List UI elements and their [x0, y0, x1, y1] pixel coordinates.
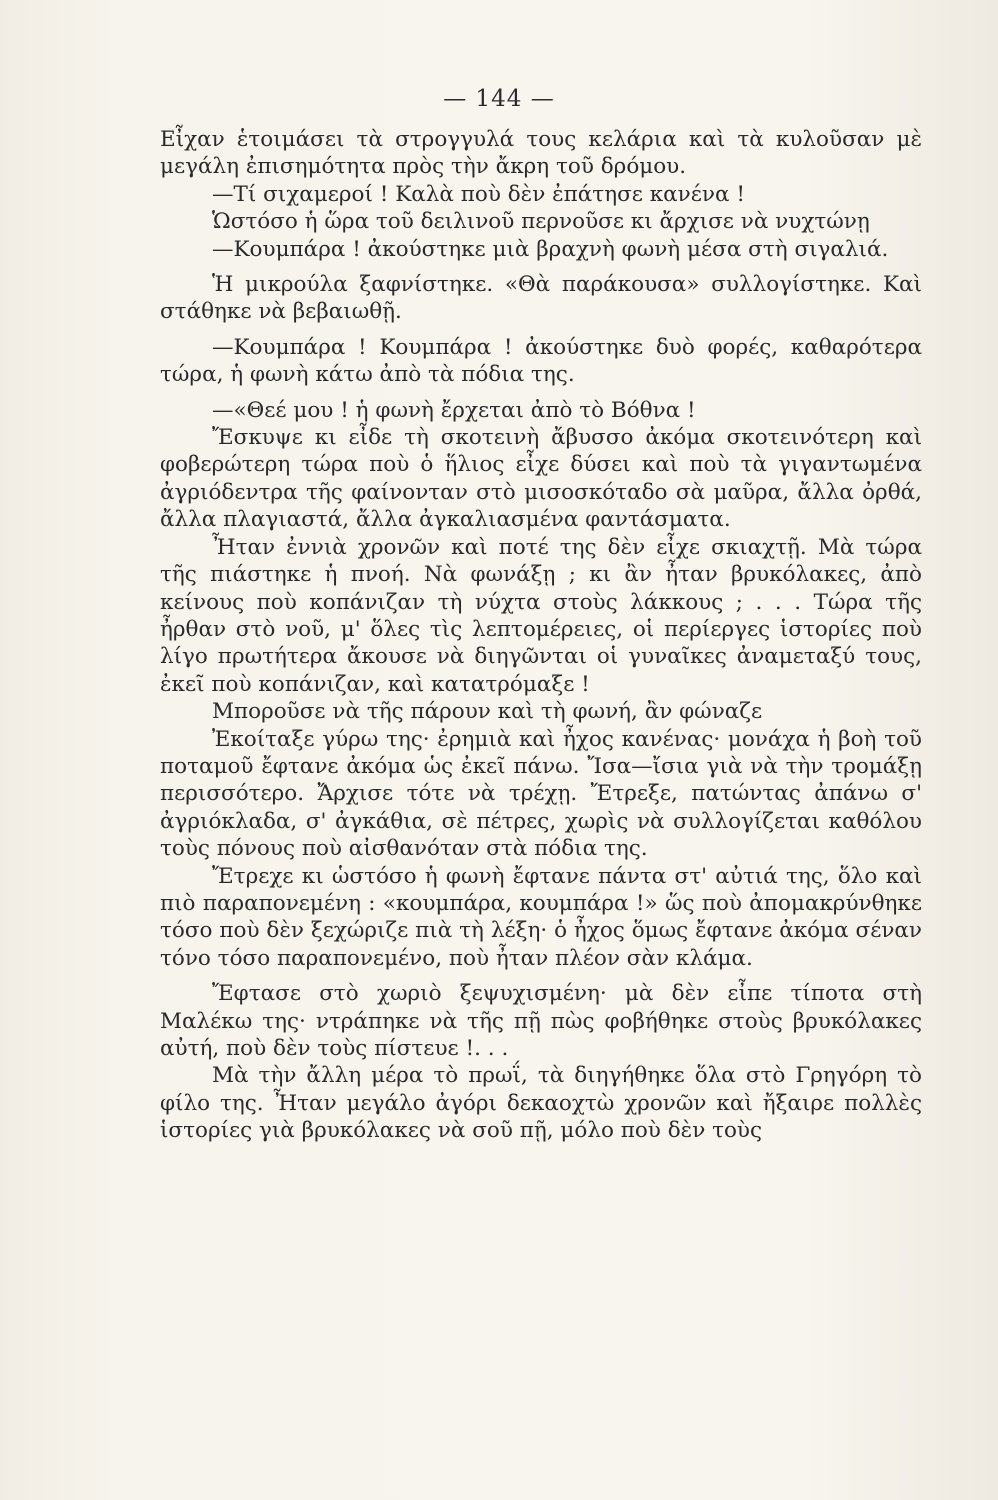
- paragraph-14: Μὰ τὴν ἄλλη μέρα τὸ πρωΐ, τὰ διηγήθηκε ὅλα στὸ Γρηγόρη τὸ φίλο της. Ἦταν μεγάλο ἀγόρι δεκαοχτὼ χρονῶν καὶ ἤξαιρε πολλὲς ἱστορίες γιὰ βρυκόλακες νὰ σοῦ πῇ, μόλο ποὺ δὲν τοὺς: [160, 1063, 922, 1144]
- paragraph-3: Ὡστόσο ἡ ὥρα τοῦ δειλινοῦ περνοῦσε κι ἄρχισε νὰ νυχτώνῃ: [212, 209, 870, 235]
- paragraph-7: —«Θεέ μου ! ἡ φωνὴ ἔρχεται ἀπὸ τὸ Βόθνα !: [212, 397, 696, 423]
- paragraph-6: —Κουμπάρα ! Κουμπάρα ! ἀκούστηκε δυὸ φορές, καθαρότερα τώρα, ἡ φωνὴ κάτω ἀπὸ τὰ πόδια της.: [160, 334, 922, 388]
- paragraph-5: Ἡ μικρούλα ξαφνίστηκε. «Θὰ παράκουσα» συλλογίστηκε. Καὶ στάθηκε νὰ βεβαιωθῇ.: [160, 272, 922, 325]
- paragraph-9: Ἦταν ἐννιὰ χρονῶν καὶ ποτέ της δὲν εἶχε σκιαχτῇ. Μὰ τώρα τῆς πιάστηκε ἡ πνοή. Νὰ φωνάξῃ ; κι ἂν ἦταν βρυκόλακες, ἀπὸ κείνους ποὺ κοπάνιζαν τὴ νύχτα στοὺς λάκκους ; . . . Τώρα τῆς ἦρθαν στὸ νοῦ, μ' ὅλες τὶς λεπτομέρειες, οἱ περίεργες ἱστορίες ποὺ λίγο πρωτήτερα ἄκουσε νὰ διηγῶνται οἱ γυναῖκες ἀναμεταξύ τους, ἐκεῖ ποὺ κοπάνιζαν, καὶ κατατρόμαξε !: [160, 534, 922, 697]
- paragraph-10: Μποροῦσε νὰ τῆς πάρουν καὶ τὴ φωνή, ἂν φώναζε: [212, 699, 763, 725]
- paragraph-13: Ἔφτασε στὸ χωριὸ ξεψυχισμένη· μὰ δὲν εἶπε τίποτα στὴ Μαλέκω της· ντράπηκε νὰ τῆς πῇ πὼς φοβήθηκε στοὺς βρυκόλακες αὐτή, ποὺ δὲν τοὺς πίστευε !. . .: [160, 981, 922, 1061]
- page-number: — 144 —: [443, 86, 555, 112]
- paragraph-4: —Κουμπάρα ! ἀκούστηκε μιὰ βραχνὴ φωνὴ μέσα στὴ σιγαλιά.: [212, 236, 889, 262]
- paragraph-8: Ἔσκυψε κι εἶδε τὴ σκοτεινὴ ἄβυσσο ἀκόμα σκοτεινότερη καὶ φοβερώτερη τώρα ποὺ ὁ ἥλιος εἶχε δύσει καὶ ποὺ τὰ γιγαντωμένα ἀγριόδεντρα τῆς φαίνονταν στὸ μισοσκόταδο σὰ μαῦρα, ἄλλα ὀρθά, ἄλλα πλαγιαστά, ἄλλα ἀγκαλιασμένα φαντάσματα.: [160, 425, 922, 533]
- paragraph-11: Ἐκοίταξε γύρω της· ἐρημιὰ καὶ ἦχος κανένας· μονάχα ἡ βοὴ τοῦ ποταμοῦ ἔφτανε ἀκόμα ὡς ἐκεῖ πάνω. Ἴσα—ἴσια γιὰ νὰ τὴν τρομάξῃ περισσότερο. Ἄρχισε τότε νὰ τρέχῃ. Ἔτρεξε, πατώντας ἀπάνω σ' ἀγριόκλαδα, σ' ἀγκάθια, σὲ πέτρες, χωρὶς νὰ συλλογίζεται καθόλου τοὺς πόνους ποὺ αἰσθανόταν στὰ πόδια της.: [160, 726, 922, 862]
- paragraph-2: —Τί σιχαμεροί ! Καλὰ ποὺ δὲν ἐπάτησε κανένα !: [212, 181, 745, 207]
- body-text: [160, 126, 922, 1145]
- paragraph-12: Ἔτρεχε κι ὡστόσο ἡ φωνὴ ἔφτανε πάντα στ' αὐτιά της, ὅλο καὶ πιὸ παραπονεμένη : «κουμπάρα, κουμπάρα !» ὥς ποὺ ἀπομακρύνθηκε τόσο ποὺ δὲν ξεχώριζε πιὰ τὴ λέξη· ὁ ἦχος ὅμως ἔφτανε ἀκόμα σέναν τόνο τόσο παραπονεμένο, ποὺ ἦταν πλέον σὰν κλάμα.: [160, 863, 922, 971]
- paragraph-1: Εἶχαν ἑτοιμάσει τὰ στρογγυλά τους κελάρια καὶ τὰ κυλοῦσαν μὲ μεγάλη ἐπισημότητα πρὸς τὴν ἄκρη τοῦ δρόμου.: [160, 127, 922, 180]
